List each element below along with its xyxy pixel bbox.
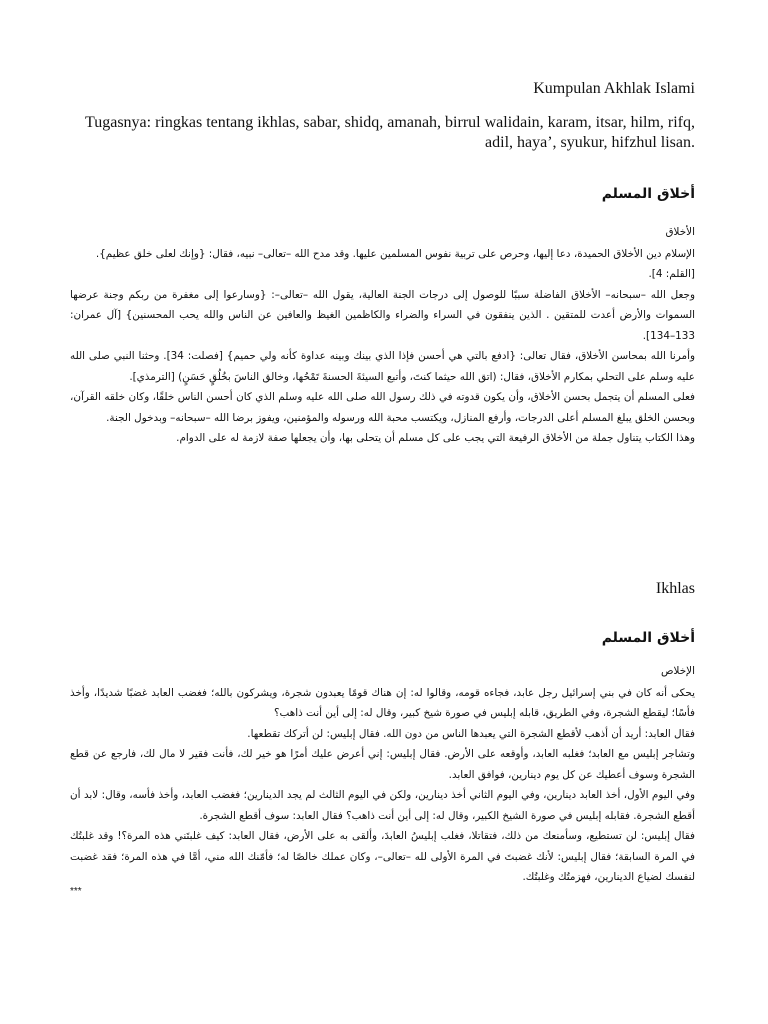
ikhlas-text-block — [70, 661, 695, 896]
section-heading-akhlaq-2: أخلاق المسلم — [601, 630, 695, 646]
section-title-ikhlas: Ikhlas — [655, 580, 695, 597]
paragraph: فقال إبليس: لن تستطيع، وسأمنعك من ذلك، فتقاتلا، فغلب إبليسُ العابدَ، وألقى به على الأرض، فقال العابد: كيف غلبتَني هذه المرة؟! وقد غلبتُك في المرة السابقة؛ فقال إبليس: لأنك غضبتَ في المرة الأولى لله –تعالى–، وكان عملك خالصًا له؛ فأمّنك الله مني، أمَّا في هذه المرة؛ فقد غضبت لنفسك لضياع الدينارين، فهزمتُك وغلبتُك. — [70, 830, 695, 883]
paragraph: وأمرنا الله بمحاسن الأخلاق، فقال تعالى: {ادفع بالتي هي أحسن فإذا الذي بينك وبينه عداوة كأنه ولي حميم} [فصلت: 34]. وحثنا النبي صلى الله عليه وسلم على التحلي بمكارم الأخلاق، فقال: (اتق الله حيثما كنتَ، وأتبع السيئةَ الحسنةَ تَمْحُها، وخالق الناسَ بخُلُقٍ حَسَنٍ) [الترمذي]. — [70, 350, 695, 383]
paragraph: وهذا الكتاب يتناول جملة من الأخلاق الرفيعة التي يجب على كل مسلم أن يتحلى بها، وأن يجعلها صفة لازمة له على الدوام. — [176, 432, 695, 444]
paragraph: وتشاجر إبليس مع العابد؛ فغلبه العابد، وأوقعه على الأرض. فقال إبليس: إني أعرض عليك أمرًا هو خير لك، فأنت فقير لا مال لك، فارجع عن قطع الشجرة وسوف أعطيك عن كل يوم دينارين، فوافق العابد. — [70, 748, 695, 781]
paragraph: وجعل الله –سبحانه– الأخلاق الفاضلة سببًا للوصول إلى درجات الجنة العالية، يقول الله –تعالى–: {وسارعوا إلى مغفرة من ربكم وجنة عرضها السموات والأرض أعدت للمتقين . الذين ينفقون في السراء والضراء والكاظمين الغيظ والعافين عن الناس والله يحب المحسنين} [آل عمران: 133–134]. — [70, 288, 695, 342]
section-heading-akhlaq: أخلاق المسلم — [601, 186, 695, 202]
paragraph: فقال العابد: أريد أن أذهب لأقطع الشجرة التي يعبدها الناس من دون الله. فقال إبليس: لن أتركك تقطعها. — [247, 727, 695, 740]
paragraph: وفي اليوم الأول، أخذ العابد دينارين، وفي اليوم الثاني أخذ دينارين، ولكن في اليوم الثالث لم يجد الدينارين؛ فغضب العابد، وأخذ فأسه، وقال: لابد أن أقطع الشجرة. فقابله إبليس في صورة الشيخ الكبير، وقال له: إلى أين أنت ذاهب؟ فقال العابد: سوف أقطع الشجرة. — [70, 789, 695, 822]
paragraph: [القلم: 4]. — [648, 268, 695, 280]
document-title: Kumpulan Akhlak Islami — [533, 80, 695, 97]
akhlaq-text-block — [70, 222, 695, 449]
task-description: Tugasnya: ringkas tentang ikhlas, sabar, shidq, amanah, birrul walidain, karam, itsar, hilm, rifq, adil, haya’, syukur, hifzhul lisan. — [85, 114, 695, 151]
paragraph: الإسلام دين الأخلاق الحميدة، دعا إليها، وحرص على تربية نفوس المسلمين عليها. وقد مدح الله –تعالى– نبيه، فقال: {وإنك لعلى خلق عظيم}. — [95, 247, 695, 260]
paragraph: فعلى المسلم أن يتجمل بحسن الأخلاق، وأن يكون قدوته في ذلك رسول الله صلى الله عليه وسلم الذي كان أحسن الناس خلقًا، وكان خلقه القرآن، وبحسن الخلق يبلغ المسلم أعلى الدرجات، وأرفع المنازل، ويكتسب محبة الله ورسوله والمؤمنين، ويفوز برضا الله –سبحانه– وبدخول الجنة. — [70, 391, 695, 424]
subheading-akhlaq: الأخلاق — [665, 226, 695, 238]
paragraph: يحكى أنه كان في بني إسرائيل رجل عابد، فجاءه قومه، وقالوا له: إن هناك قومًا يعبدون شجرة، ويشركون بالله؛ فغضب العابد غضبًا شديدًا، وأخذ فأسًا؛ ليقطع الشجرة، وفي الطريق، قابله إبليس في صورة شيخ كبير، وقال له: إلى أين أنت ذاهب؟ — [70, 686, 695, 719]
separator: *** — [70, 885, 82, 897]
subheading-ikhlas: الإخلاص — [661, 665, 695, 677]
